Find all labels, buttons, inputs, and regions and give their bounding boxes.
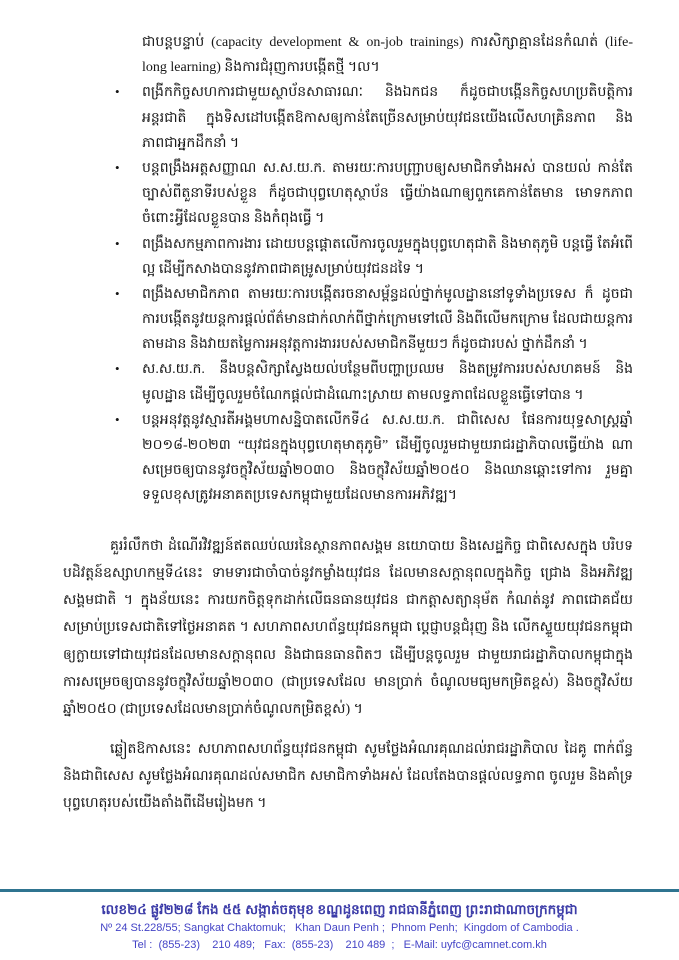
bullet-list: [63, 80, 633, 508]
bullet-item: [63, 232, 633, 282]
body-paragraph-2: ឆ្លៀតឱកាសនេះ សហភាពសហព័ន្ធយុវជនកម្ពុជា សូមថ្លែងអំណរគុណដល់រាជរដ្ឋាភិបាល ដៃគូ ពាក់ព័ន្ធ និងជាពិសេស សូមថ្លែងអំណរគុណដល់សមាជិក សមាជិកាទាំងអស់ ដែលតែងបានផ្តល់លទ្ធភាព ចូលរួម និងគាំទ្របុព្វហេតុរបស់យើងតាំងពីដើមរៀងមក ។: [63, 741, 633, 812]
page-footer: [0, 889, 679, 954]
bullet-text: ស.ស.យ.ក. នឹងបន្តសិក្សាស្វែងយល់បន្ថែមពីបញ្ហាប្រឈម និងតម្រូវការរបស់សហគមន៍ និង មូលដ្ឋាន ដើម្បីចូលរួមចំណែកផ្តល់ជាដំណោះស្រាយ តាមលទ្ធភាពដែលខ្លួនធ្វើទៅបាន ។: [142, 362, 633, 403]
bullet-item: [63, 282, 633, 358]
bullet-text: បន្តពង្រឹងអត្តសញ្ញាណ ស.ស.យ.ក. តាមរយៈការបញ្ជ្រាបឲ្យសមាជិកទាំងអស់ បានយល់ កាន់តែច្បាស់ពីតួនាទីរបស់ខ្លួន ក៏ដូចជាបុព្វហេតុស្ថាប័ន ធ្វើយ៉ាងណាឲ្យពួកគេកាន់តែមាន មោទកភាពចំពោះអ្វីដែលខ្លួនបាន និងកំពុងធ្វើ ។: [142, 160, 633, 227]
bullet-item: [63, 357, 633, 407]
bullet-marker: •: [115, 84, 120, 100]
continuation-paragraph: ជាបន្តបន្ទាប់ (capacity development & on-job trainings) ការសិក្សាគ្មានដែនកំណត់ (life-long learning) និងការជំរុញការបង្កើតថ្មី ។ល។: [142, 35, 633, 76]
bullet-item: [63, 156, 633, 232]
bullet-text: ពង្រីកកិច្ចសហការជាមួយស្ថាប័នសាធារណៈ និងឯកជន ក៏ដូចជាបង្កើនកិច្ចសហប្រតិបត្តិការ អន្តរជាតិ ក្នុងទិសដៅបង្កើតឱកាសឲ្យកាន់តែច្រើនសម្រាប់យុវជនយើងលើសហគ្រិនភាព និង ភាពជាអ្នកដឹកនាំ ។: [142, 85, 633, 151]
bullet-text: ពង្រឹងសកម្មភាពការងារ ដោយបន្តផ្តោតលើការចូលរួមក្នុងបុព្វហេតុជាតិ និងមាតុភូមិ បន្តធ្វើ តែអំពើល្អ ដើម្បីកសាងបាននូវភាពជាគម្រូសម្រាប់យុវជនដទៃ ។: [142, 236, 633, 277]
footer-divider: [0, 889, 679, 892]
bullet-text: ពង្រឹងសមាជិកភាព តាមរយៈការបង្កើតរចនាសម្ព័ន្ធដល់ថ្នាក់មូលដ្ឋាននៅទូទាំងប្រទេស ក៏ ដូចជាការបង្កើតនូវយន្តការផ្តល់ព័ត៌មានជាក់លាក់ពីថ្នាក់ក្រោមទៅលើ និងពីលើមកក្រោម ដែលជាយន្តការតាមដាន និងវាយតម្លៃការអនុវត្តការងាររបស់សមាជិកនីមួយៗ ក៏ដូចជារបស់ ថ្នាក់ដឹកនាំ ។: [142, 286, 633, 353]
bullet-text: បន្តអនុវត្តនូវស្មារតីអង្គមហាសន្និបាតលើកទី៤ ស.ស.យ.ក. ជាពិសេស ផែនការយុទ្ធសាស្ត្រឆ្នាំ ២០១៨-២០២៣ “យុវជនក្នុងបុព្វហេតុមាតុភូមិ” ដើម្បីចូលរួមជាមួយរាជរដ្ឋាភិបាលធ្វើយ៉ាង ណា សម្រេចឲ្យបាននូវចក្ខុវិស័យឆ្នាំ២០៣០ និងចក្ខុវិស័យឆ្នាំ២០៥០ និងឈានឆ្ពោះទៅការ រួមគ្នា ទទួលខុសត្រូវអនាគតប្រទេសកម្ពុជាមួយដែលមានការអភិវឌ្ឍ។: [142, 412, 633, 504]
bullet-marker: •: [115, 361, 120, 377]
footer-contact-line: Tel : (855-23) 210 489; Fax: (855-23) 210 489 ; E-Mail: uyfc@camnet.com.kh: [132, 938, 547, 951]
bullet-item: [63, 80, 633, 156]
body-paragraph-1: គួររំលឹកថា ដំណើរវិវឌ្ឍន៍ឥតឈប់ឈរនៃស្ថានភាពសង្គម នយោបាយ និងសេដ្ឋកិច្ច ជាពិសេសក្នុង បរិបទបដិវត្តន៍ឧស្សាហកម្មទី៤នេះ ទាមទារជាចាំបាច់នូវកម្លាំងយុវជន ដែលមានសក្តានុពលក្នុងកិច្ច ជ្រោង និងអភិវឌ្ឍសង្គមជាតិ ។ ក្នុងន័យនេះ ការយកចិត្តទុកដាក់លើធនធានយុវជន ជាកត្តាសត្យានុម័ត កំណត់នូវ ភាពជោគជ័យសម្រាប់ប្រទេសជាតិទៅថ្ងៃអនាគត ។ សហភាពសហព័ន្ធយុវជនកម្ពុជា ប្តេជ្ញាបន្តជំរុញ និង លើកស្ទួយយុវជនកម្ពុជាឲ្យក្លាយទៅជាយុវជនដែលមានសក្តានុពល និងជាធនធានពិតៗ ដើម្បីបន្តចូលរួម ជាមួយរាជរដ្ឋាភិបាលកម្ពុជាក្នុងការសម្រេចឲ្យបាននូវចក្ខុវិស័យឆ្នាំ២០៣០ (ជាប្រទេសដែល មានប្រាក់ ចំណូលមធ្យមកម្រិតខ្ពស់) និងចក្ខុវិស័យឆ្នាំ២០៥០ (ជាប្រទេសដែលមានប្រាក់ចំណូលកម្រិតខ្ពស់) ។: [63, 538, 633, 718]
bullet-marker: •: [115, 285, 120, 301]
footer-address-khmer: លេខ២៤ ផ្លូវ២២៨ កែង ៥៥ សង្កាត់ចតុមុខ ខណ្ឌដូនពេញ រាជធានីភ្នំពេញ ព្រះរាជាណាចក្រកម្ពុជា: [101, 901, 578, 917]
bullet-marker: •: [115, 159, 120, 175]
footer-address-english: Nº 24 St.228/55; Sangkat Chaktomuk; Khan Daun Penh ; Phnom Penh; Kingdom of Cambodia .: [100, 921, 579, 934]
bullet-item: [63, 408, 633, 509]
bullet-marker: •: [115, 235, 120, 251]
bullet-marker: •: [115, 411, 120, 427]
